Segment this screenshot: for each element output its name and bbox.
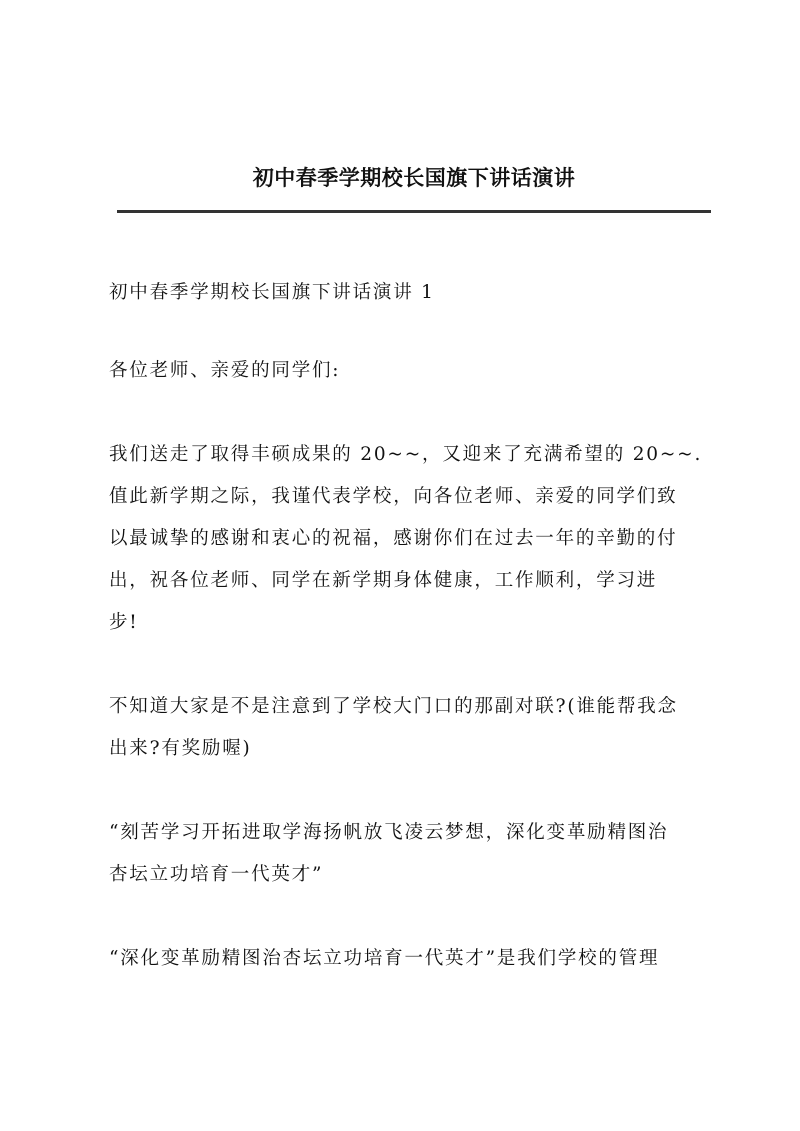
paragraph-line: 不知道大家是不是注意到了学校大门口的那副对联?(谁能帮我念 (109, 696, 678, 717)
paragraph-line: 杏坛立功培育一代英才” (109, 864, 324, 885)
body-paragraph-3 (109, 938, 713, 980)
paragraph-line: “深化变革励精图治杏坛立功培育一代英才”是我们学校的管理 (109, 948, 660, 969)
paragraph-line: 以最诚挚的感谢和衷心的祝福，感谢你们在过去一年的辛勤的付 (109, 528, 678, 549)
paragraph-line: 值此新学期之际，我谨代表学校，向各位老师、亲爱的同学们致 (109, 486, 678, 507)
quote-paragraph (109, 812, 713, 896)
greeting-paragraph (109, 350, 713, 392)
body-paragraph-2 (109, 686, 713, 770)
paragraph-line: 我们送走了取得丰硕成果的 20~~，又迎来了充满希望的 20~~. (109, 444, 703, 465)
section-heading (109, 272, 713, 314)
paragraph-line: 出，祝各位老师、同学在新学期身体健康，工作顺利，学习进 (109, 570, 658, 591)
paragraph-line: “刻苦学习开拓进取学海扬帆放飞凌云梦想，深化变革励精图治 (109, 822, 669, 843)
paragraph-line: 各位老师、亲爱的同学们: (109, 360, 341, 381)
document-title: 初中春季学期校长国旗下讲话演讲 (252, 165, 576, 190)
paragraph-line: 初中春季学期校长国旗下讲话演讲 1 (109, 282, 435, 303)
title-divider (117, 210, 711, 213)
paragraph-line: 出来?有奖励喔) (109, 738, 252, 759)
body-paragraph-1 (109, 434, 713, 644)
paragraph-line: 步! (109, 612, 139, 633)
